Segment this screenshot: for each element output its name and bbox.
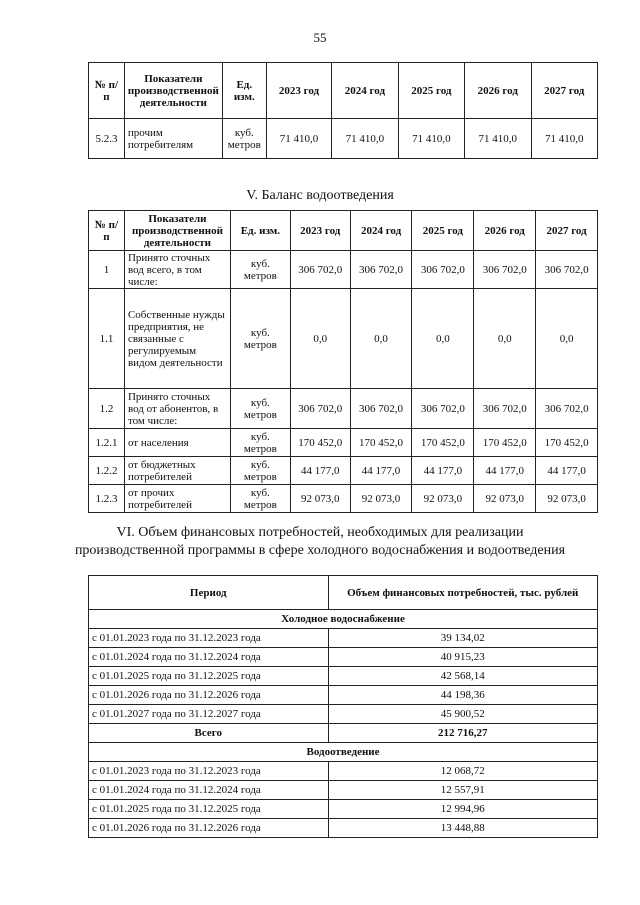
- table-row: [89, 762, 598, 781]
- header-cell: 2026 год: [474, 211, 536, 251]
- header-cell: Ед. изм.: [222, 63, 266, 119]
- value-2025: 306 702,0: [412, 251, 474, 289]
- header-cell: 2027 год: [531, 63, 598, 119]
- value-2027: 306 702,0: [536, 251, 598, 289]
- header-cell-period: Период: [89, 576, 329, 610]
- table-row: [89, 648, 598, 667]
- row-number: 1: [89, 251, 125, 289]
- value-2025: 44 177,0: [412, 457, 474, 485]
- subheader-wastewater: Водоотведение: [89, 743, 598, 762]
- value-2024: 44 177,0: [350, 457, 412, 485]
- total-label: Всего: [89, 724, 329, 743]
- header-cell: 2023 год: [266, 63, 331, 119]
- value-2026: 44 177,0: [474, 457, 536, 485]
- unit: куб. метров: [230, 389, 290, 429]
- value-2025: 170 452,0: [412, 429, 474, 457]
- subheader-row-wastewater: [89, 743, 598, 762]
- value-2027: 170 452,0: [536, 429, 598, 457]
- period: с 01.01.2027 года по 31.12.2027 года: [89, 705, 329, 724]
- table-row: [89, 119, 598, 159]
- value-2023: 44 177,0: [290, 457, 350, 485]
- value-2027: 71 410,0: [531, 119, 598, 159]
- value-2026: 306 702,0: [474, 389, 536, 429]
- unit: куб. метров: [230, 457, 290, 485]
- value-2027: 306 702,0: [536, 389, 598, 429]
- header-cell: 2026 год: [465, 63, 531, 119]
- period: с 01.01.2026 года по 31.12.2026 года: [89, 686, 329, 705]
- table-row: [89, 289, 598, 389]
- value-2026: 92 073,0: [474, 485, 536, 513]
- value-2024: 170 452,0: [350, 429, 412, 457]
- value-2025: 92 073,0: [412, 485, 474, 513]
- section-title-financial-needs-line1: VI. Объем финансовых потребностей, необходимых для реализации: [116, 525, 524, 540]
- amount: 40 915,23: [328, 648, 598, 667]
- indicator-name: от прочих потребителей: [124, 485, 230, 513]
- value-2027: 0,0: [536, 289, 598, 389]
- value-2023: 170 452,0: [290, 429, 350, 457]
- table-row: [89, 800, 598, 819]
- table-row: [89, 429, 598, 457]
- amount: 44 198,36: [328, 686, 598, 705]
- amount: 13 448,88: [328, 819, 598, 838]
- value-2025: 306 702,0: [412, 389, 474, 429]
- indicator-name: Принято сточных вод всего, в том числе:: [124, 251, 230, 289]
- indicator-name: от населения: [124, 429, 230, 457]
- unit: куб. метров: [230, 251, 290, 289]
- value-2024: 306 702,0: [350, 389, 412, 429]
- period: с 01.01.2023 года по 31.12.2023 года: [89, 629, 329, 648]
- unit: куб. метров: [230, 289, 290, 389]
- row-number: 1.2.2: [89, 457, 125, 485]
- table-row: [89, 667, 598, 686]
- table-row: [89, 629, 598, 648]
- period: с 01.01.2023 года по 31.12.2023 года: [89, 762, 329, 781]
- period: с 01.01.2024 года по 31.12.2024 года: [89, 648, 329, 667]
- amount: 12 994,96: [328, 800, 598, 819]
- value-2025: 71 410,0: [398, 119, 464, 159]
- header-cell: 2023 год: [290, 211, 350, 251]
- table-header-row: [89, 576, 598, 610]
- header-cell: 2024 год: [350, 211, 412, 251]
- table-row: [89, 686, 598, 705]
- header-cell: Показатели производственной деятельности: [124, 63, 222, 119]
- value-2026: 170 452,0: [474, 429, 536, 457]
- header-cell: Показатели производственной деятельности: [124, 211, 230, 251]
- table-row: [89, 485, 598, 513]
- value-2024: 0,0: [350, 289, 412, 389]
- row-number: 1.1: [89, 289, 125, 389]
- amount: 45 900,52: [328, 705, 598, 724]
- table-row: [89, 457, 598, 485]
- header-cell: 2024 год: [332, 63, 398, 119]
- table-row: [89, 819, 598, 838]
- indicator-name: прочим потребителям: [124, 119, 222, 159]
- value-2026: 306 702,0: [474, 251, 536, 289]
- period: с 01.01.2025 года по 31.12.2025 года: [89, 800, 329, 819]
- indicator-name: от бюджетных потребителей: [124, 457, 230, 485]
- financial-needs-table: [88, 575, 598, 838]
- period: с 01.01.2024 года по 31.12.2024 года: [89, 781, 329, 800]
- header-cell: 2027 год: [536, 211, 598, 251]
- indicator-name: Принято сточных вод от абонентов, в том числе:: [124, 389, 230, 429]
- unit: куб. метров: [230, 429, 290, 457]
- section-title-financial-needs-line2: производственной программы в сфере холодного водоснабжения и водоотведения: [74, 543, 566, 558]
- value-2026: 71 410,0: [465, 119, 531, 159]
- header-cell-amount: Объем финансовых потребностей, тыс. рублей: [328, 576, 598, 610]
- value-2023: 306 702,0: [290, 389, 350, 429]
- table-header-row: [89, 211, 598, 251]
- table-row: [89, 705, 598, 724]
- amount: 39 134,02: [328, 629, 598, 648]
- header-cell: 2025 год: [398, 63, 464, 119]
- indicator-name: Собственные нужды предприятия, не связанные с регулируемым видом деятельности: [124, 289, 230, 389]
- value-2023: 306 702,0: [290, 251, 350, 289]
- section-title-wastewater-balance: V. Баланс водоотведения: [246, 188, 394, 203]
- table-row: [89, 251, 598, 289]
- value-2024: 306 702,0: [350, 251, 412, 289]
- table-row: [89, 389, 598, 429]
- row-number: 1.2: [89, 389, 125, 429]
- row-number: 1.2.1: [89, 429, 125, 457]
- amount: 42 568,14: [328, 667, 598, 686]
- header-cell: № п/п: [89, 211, 125, 251]
- value-2027: 44 177,0: [536, 457, 598, 485]
- value-2025: 0,0: [412, 289, 474, 389]
- amount: 12 068,72: [328, 762, 598, 781]
- value-2023: 71 410,0: [266, 119, 331, 159]
- page-number: 55: [313, 30, 327, 45]
- header-cell: Ед. изм.: [230, 211, 290, 251]
- total-value: 212 716,27: [328, 724, 598, 743]
- header-cell: 2025 год: [412, 211, 474, 251]
- unit: куб. метров: [222, 119, 266, 159]
- value-2027: 92 073,0: [536, 485, 598, 513]
- period: с 01.01.2026 года по 31.12.2026 года: [89, 819, 329, 838]
- header-cell: № п/п: [89, 63, 125, 119]
- unit: куб. метров: [230, 485, 290, 513]
- subheader-cold-water-supply: Холодное водоснабжение: [89, 610, 598, 629]
- total-row: [89, 724, 598, 743]
- period: с 01.01.2025 года по 31.12.2025 года: [89, 667, 329, 686]
- subheader-row-cold-water: [89, 610, 598, 629]
- table-row: [89, 781, 598, 800]
- wastewater-balance-table: [88, 210, 598, 513]
- table-header-row: [89, 63, 598, 119]
- production-indicators-table-continued: [88, 62, 598, 159]
- value-2023: 0,0: [290, 289, 350, 389]
- row-number: 5.2.3: [89, 119, 125, 159]
- value-2026: 0,0: [474, 289, 536, 389]
- value-2024: 71 410,0: [332, 119, 398, 159]
- value-2024: 92 073,0: [350, 485, 412, 513]
- value-2023: 92 073,0: [290, 485, 350, 513]
- row-number: 1.2.3: [89, 485, 125, 513]
- amount: 12 557,91: [328, 781, 598, 800]
